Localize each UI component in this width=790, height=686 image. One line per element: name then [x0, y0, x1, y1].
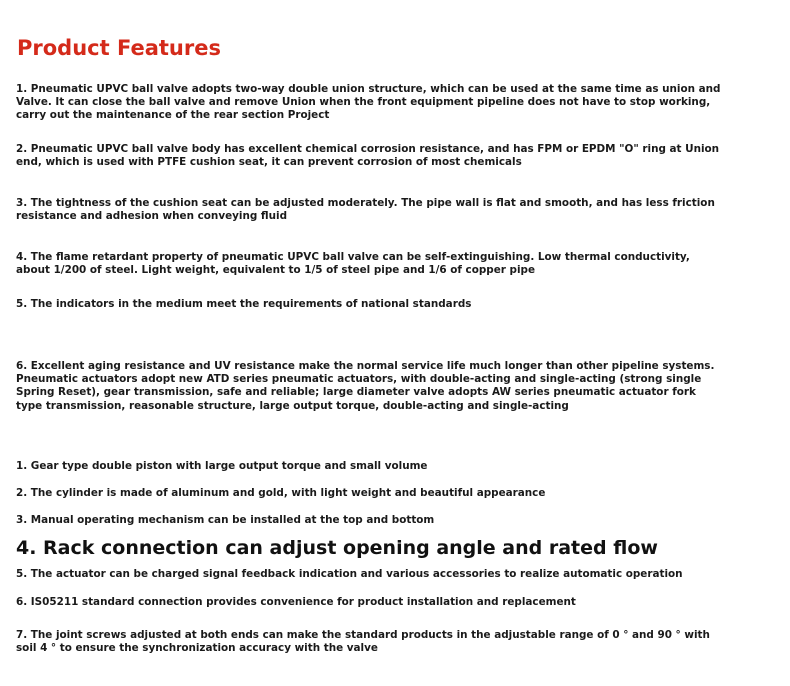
feature-item-6: [16, 360, 715, 413]
feature-line: carry out the maintenance of the rear section Project: [16, 109, 330, 122]
feature-line: end, which is used with PTFE cushion seat, it can prevent corrosion of most chemicals: [16, 156, 522, 169]
feature-line: 7. The joint screws adjusted at both ends can make the standard products in the adjustable range of 0 ° and 90 ° with: [16, 629, 710, 641]
section-heading: 4. Rack connection can adjust opening angle and rated flow: [16, 537, 658, 559]
feature-line: Spring Reset), gear transmission, safe and reliable; large diameter valve adopts AW series pneumatic actuator fork: [16, 386, 696, 399]
actuator-feature-3: [16, 514, 688, 527]
actuator-feature-5: [16, 568, 688, 581]
feature-line: 2. Pneumatic UPVC ball valve body has excellent chemical corrosion resistance, and has FPM or EPDM "O" ring at Union: [16, 143, 720, 155]
feature-item-3: [16, 197, 715, 223]
feature-line: Pneumatic actuators adopt new ATD series pneumatic actuators, with double-acting and single-acting (strong single: [16, 373, 702, 386]
feature-item-1: [16, 83, 721, 123]
page-title: Product Features: [17, 36, 221, 60]
feature-line: 4. The flame retardant property of pneumatic UPVC ball valve can be self-extinguishing. Low thermal conductivity,: [16, 251, 690, 263]
feature-line: about 1/200 of steel. Light weight, equivalent to 1/5 of steel pipe and 1/6 of copper pipe: [16, 264, 536, 277]
feature-line: 1. Pneumatic UPVC ball valve adopts two-way double union structure, which can be used at the same time as union and: [16, 83, 721, 95]
feature-line: 3. The tightness of the cushion seat can be adjusted moderately. The pipe wall is flat and smooth, and has less friction: [16, 197, 715, 209]
feature-line: 5. The indicators in the medium meet the requirements of national standards: [16, 298, 472, 310]
actuator-feature-1: [16, 460, 688, 473]
feature-line: soil 4 ° to ensure the synchronization accuracy with the valve: [16, 642, 378, 655]
feature-line: 6. IS05211 standard connection provides convenience for product installation and replacement: [16, 596, 576, 608]
feature-item-2: [16, 143, 720, 169]
feature-line: 5. The actuator can be charged signal feedback indication and various accessories to realize automatic operation: [16, 568, 683, 580]
actuator-feature-6: [16, 596, 688, 609]
feature-line: type transmission, reasonable structure, large output torque, double-acting and single-acting: [16, 399, 569, 412]
feature-line: resistance and adhesion when conveying fluid: [16, 210, 288, 223]
feature-line: 3. Manual operating mechanism can be installed at the top and bottom: [16, 514, 435, 526]
actuator-feature-7: [16, 629, 710, 655]
feature-line: 2. The cylinder is made of aluminum and gold, with light weight and beautiful appearance: [16, 487, 546, 499]
feature-line: 1. Gear type double piston with large output torque and small volume: [16, 460, 428, 472]
actuator-feature-2: [16, 487, 688, 500]
feature-item-5: [16, 298, 688, 311]
feature-line: Valve. It can close the ball valve and remove Union when the front equipment pipeline does not have to stop working,: [16, 96, 711, 109]
feature-line: 6. Excellent aging resistance and UV resistance make the normal service life much longer than other pipeline systems.: [16, 360, 715, 372]
feature-item-4: [16, 251, 688, 277]
